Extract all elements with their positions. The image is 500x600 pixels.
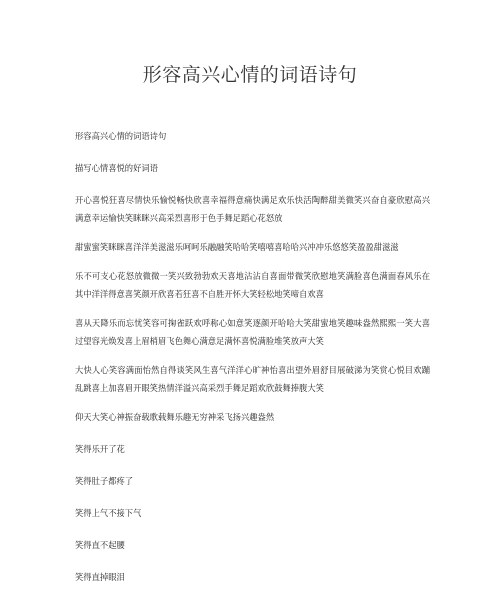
paragraph-laugh-4: 笑得直不起腰 (75, 540, 125, 550)
paragraph-laugh-1: 笑得乐开了花 (75, 444, 125, 454)
paragraph-reduplicated-words: 甜蜜蜜笑眯眯喜洋洋美滋滋乐呵呵乐融融笑哈哈笑嘻嘻喜哈哈兴冲冲乐悠悠笑盈盈甜滋滋 (75, 242, 399, 252)
paragraph-idioms-3: 大快人心笑容满面怡然自得谈笑风生喜气洋洋心旷神怡喜出望外眉舒目展破涕为笑赏心悦目欢蹦乱跳喜上加喜眉开眼笑热情洋溢兴高采烈手舞足蹈欢欣鼓舞捧腹大笑 (75, 365, 430, 393)
paragraph-subheading: 描写心情喜悦的好词语 (75, 163, 158, 173)
paragraph-laugh-3: 笑得上气不接下气 (75, 508, 142, 518)
paragraph-heading: 形容高兴心情的词语诗句 (75, 131, 167, 141)
paragraph-laugh-5: 笑得直掉眼泪 (75, 572, 125, 582)
paragraph-idioms-4: 仰天大笑心神振奋载歌载舞乐趣无穷神采飞扬兴趣盎然 (75, 412, 275, 422)
page-title: 形容高兴心情的词语诗句 (142, 64, 358, 86)
paragraph-idioms-2: 喜从天降乐而忘忧笑容可掬雀跃欢呼称心如意笑逐颜开哈哈大笑甜蜜地笑趣味盎然熙熙一笑大喜过望容光焕发喜上眉梢眉飞色舞心满意足满怀喜悦满脸堆笑放声大笑 (75, 318, 430, 346)
paragraph-idioms-1: 乐不可支心花怒放微微一笑兴致勃勃欢天喜地沾沾自喜面带微笑欣慰地笑满脸喜色满面春风乐在其中洋洋得意喜笑颜开欣喜若狂喜不自胜开怀大笑轻松地笑啼自欢喜 (75, 271, 430, 299)
paragraph-happy-words: 开心喜悦狂喜尽情快乐愉悦畅快欣喜幸福得意痛快满足欢乐快活陶醉甜美微笑兴奋自豪欣慰高兴满意幸运愉快笑眯眯兴高采烈喜形于色手舞足蹈心花怒放 (75, 195, 430, 223)
document-body (75, 127, 430, 600)
paragraph-laugh-2: 笑得肚子都疼了 (75, 476, 134, 486)
